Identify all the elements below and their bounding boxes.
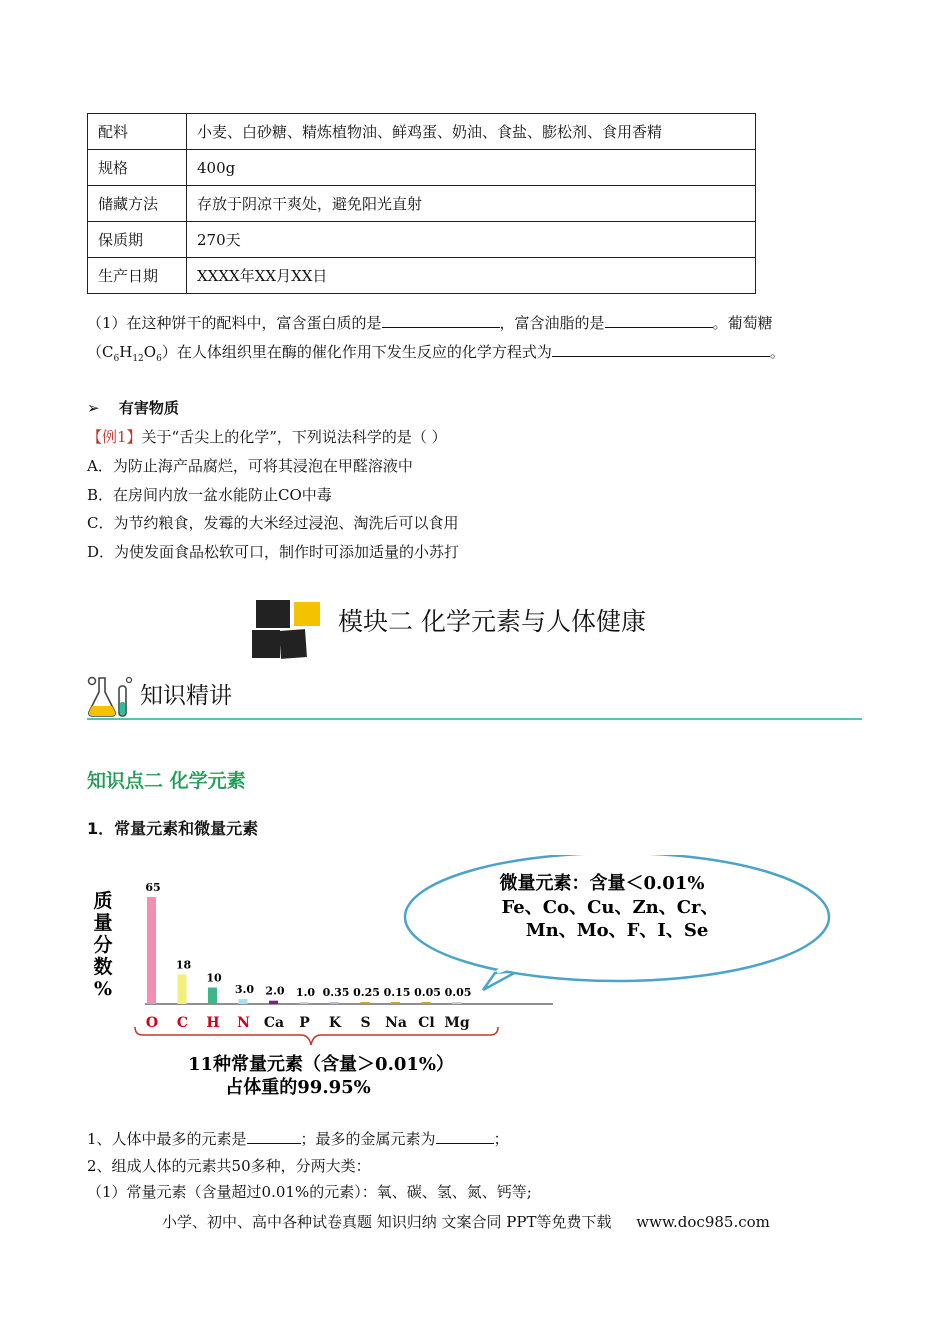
bar-S <box>361 1002 370 1004</box>
answer-blank[interactable] <box>436 1128 494 1144</box>
value-label: 65 <box>145 881 161 894</box>
bar-H <box>208 988 217 1004</box>
example-question: 【例1】关于“舌尖上的化学”，下列说法科学的是（ ） <box>87 428 447 446</box>
value-label: 1.0 <box>295 986 316 999</box>
option-d: D．为使发面食品松软可口，制作时可添加适量的小苏打 <box>87 543 460 561</box>
bar-Ca <box>269 1001 278 1004</box>
category-label: N <box>237 1015 250 1031</box>
bar-Na <box>391 1002 400 1004</box>
harmful-heading: ➢ 有害物质 <box>87 399 179 417</box>
table-value: 400g <box>187 150 756 186</box>
table-value: 小麦、白砂糖、精炼植物油、鲜鸡蛋、奶油、食盐、膨松剂、食用香精 <box>187 114 756 150</box>
value-label: 3.0 <box>234 983 255 997</box>
table-row <box>88 150 756 186</box>
bar-O <box>147 897 156 1004</box>
bubble-line-3: Mn、Mo、F、I、Se <box>525 920 709 941</box>
bar-C <box>178 974 187 1004</box>
knowledge-point-title: 知识点二 化学元素 <box>87 770 246 792</box>
bottom-line-2: 2、组成人体的元素共50多种，分两大类： <box>87 1157 371 1175</box>
answer-blank[interactable] <box>247 1128 301 1144</box>
category-label: P <box>299 1015 310 1031</box>
table-row <box>88 186 756 222</box>
module-title: 模块二 化学元素与人体健康 <box>338 607 646 636</box>
brace-label-2: 占体重的99.95% <box>225 1077 371 1098</box>
category-label: S <box>360 1015 371 1031</box>
table-key: 生产日期 <box>88 258 187 294</box>
table-value: 存放于阴凉干爽处，避免阳光直射 <box>187 186 756 222</box>
knowledge-title: 知识精讲 <box>140 683 232 709</box>
table-key: 配料 <box>88 114 187 150</box>
answer-blank[interactable] <box>382 312 500 328</box>
table-key: 规格 <box>88 150 187 186</box>
table-key: 保质期 <box>88 222 187 258</box>
value-label: 18 <box>175 958 192 972</box>
value-label: 0.05 <box>444 986 472 999</box>
table-row <box>88 258 756 294</box>
table-row <box>88 114 756 150</box>
section-heading: 1．常量元素和微量元素 <box>87 819 259 838</box>
table-key: 储藏方法 <box>88 186 187 222</box>
category-label: O <box>145 1015 159 1031</box>
y-label-char: 分 <box>93 934 113 956</box>
table-row <box>88 222 756 258</box>
footer-url[interactable]: www.doc985.com <box>636 1213 770 1231</box>
table-value: XXXX年XX月XX日 <box>187 258 756 294</box>
option-c: C．为节约粮食，发霉的大米经过浸泡、淘洗后可以食用 <box>87 514 459 532</box>
brace-label-1: 11种常量元素（含量＞0.01%） <box>188 1054 454 1075</box>
value-label: 10 <box>206 971 222 985</box>
bar-N <box>239 999 248 1004</box>
category-label: Mg <box>444 1015 470 1031</box>
bar-K <box>330 1002 339 1004</box>
option-a: A．为防止海产品腐烂，可将其浸泡在甲醛溶液中 <box>87 457 413 475</box>
answer-blank[interactable] <box>605 312 713 328</box>
category-label: C <box>176 1015 189 1031</box>
y-axis-label <box>93 889 112 1000</box>
arrow-icon: ➢ <box>87 399 100 417</box>
header-divider <box>87 718 862 720</box>
y-label-char: % <box>93 978 113 1000</box>
category-label: H <box>206 1015 220 1031</box>
product-info-table <box>87 113 756 294</box>
footer-text: 小学、初中、高中各种试卷真题 知识归纳 文案合同 PPT等免费下载 <box>162 1213 612 1231</box>
bottom-line-1: 1、人体中最多的元素是 ；最多的金属元素为 ； <box>87 1130 509 1148</box>
category-label: Cl <box>418 1015 435 1031</box>
table-value: 270天 <box>187 222 756 258</box>
category-label: Ca <box>263 1015 285 1031</box>
category-label: Na <box>385 1015 407 1031</box>
bubble-line-1: 微量元素：含量＜0.01% <box>499 873 705 894</box>
question-1-line-1: （1）在这种饼干的配料中，富含蛋白质的是 ，富含油脂的是 。葡萄糖 <box>87 314 773 332</box>
bar-P <box>300 1002 309 1004</box>
element-chart <box>85 855 845 1105</box>
bar-Mg <box>452 1002 461 1004</box>
bubble-line-2: Fe、Co、Cu、Zn、Cr、 <box>501 897 719 918</box>
value-label: 0.05 <box>414 986 441 999</box>
y-label-char: 量 <box>93 912 113 934</box>
value-label: 0.25 <box>353 986 380 999</box>
y-label-char: 数 <box>93 956 113 978</box>
flask-icon <box>85 672 137 720</box>
footer <box>162 1211 770 1233</box>
module-logo-icon <box>250 598 325 662</box>
option-b: B．在房间内放一盆水能防止CO中毒 <box>87 486 332 504</box>
value-label: 0.15 <box>383 986 411 999</box>
answer-blank[interactable] <box>552 341 770 357</box>
bottom-line-3: （1）常量元素（含量超过0.01%的元素）：氧、碳、氢、氮、钙等; <box>87 1183 532 1201</box>
category-label: K <box>328 1015 342 1031</box>
y-label-char: 质 <box>93 890 113 912</box>
value-label: 2.0 <box>265 984 285 998</box>
question-1-line-2: $(C_6H_{12}O_6)$在人体组织里在酶的催化作用下发生反应的化学方程式为 。 <box>87 343 785 364</box>
value-label: 0.35 <box>322 986 350 999</box>
example-tag: 【例1】 <box>87 428 142 446</box>
bar-Cl <box>422 1002 431 1004</box>
